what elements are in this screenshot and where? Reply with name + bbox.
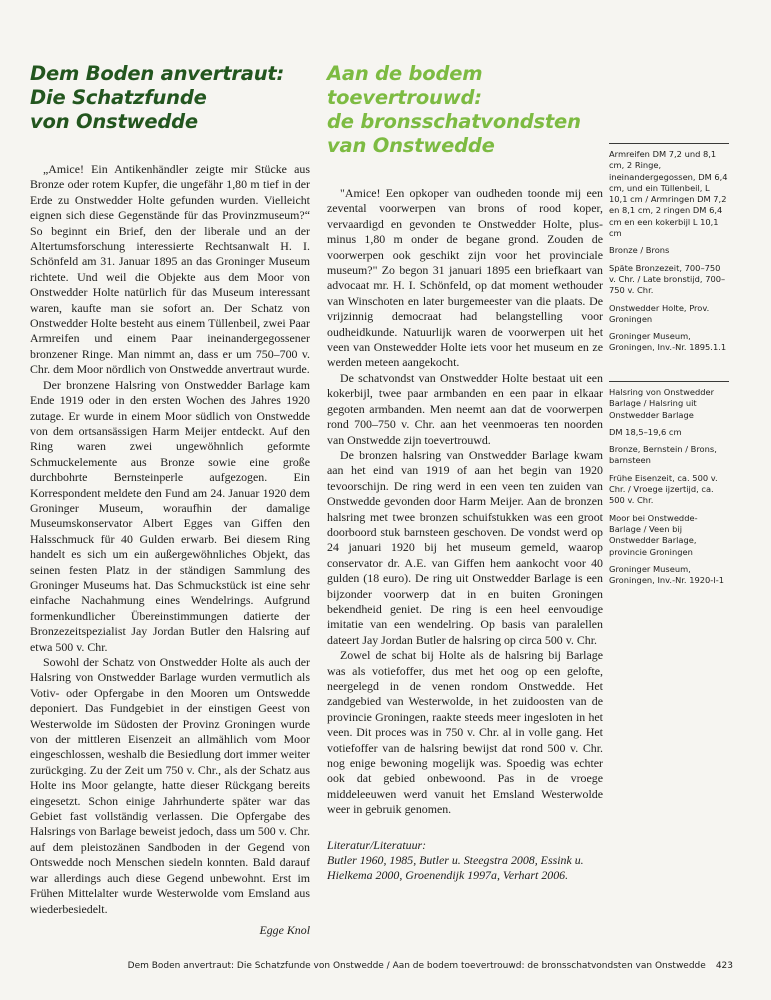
caption-divider [609, 381, 729, 382]
german-title [30, 62, 310, 134]
footer-running-title: Dem Boden anvertraut: Die Schatzfunde von Onstwedde / Aan de bodem toevertrouwd: de bronsschatvondsten van Onstwedde [127, 961, 706, 971]
object-caption-neckring [609, 381, 729, 592]
caption-findspot: Moor bei Onstwedde-Barlage / Veen bij Onstwedder Barlage, provincie Groningen [609, 512, 698, 557]
literature-block [327, 838, 603, 884]
caption-date: Späte Bronzezeit, 700–750 v. Chr. / Late bronstijd, 700–750 v. Chr. [609, 262, 726, 296]
author-signature: Egge Knol [259, 922, 310, 937]
running-footer [0, 960, 733, 972]
dutch-title [327, 62, 603, 158]
caption-date: Frühe Eisenzeit, ca. 500 v. Chr. / Vroege ijzertijd, ca. 500 v. Chr. [609, 472, 718, 506]
german-paragraph-2: Der bronzene Halsring von Onstwedder Barlage kam Ende 1919 oder in den ersten Wochen des Jahres 1920 zutage. Er wurde in einem Moor südlich von Onstwedde von dem ortsansässigen Harm Meijer entdeckt. Auf den Ring waren zwei ungewöhnlich geformte Schmuckelemente aus Bronze sowie eine große durchbohrte Bernsteinperle aufgezogen. Ein Korrespondent meldete den Fund am 24. Januar 1920 dem Groninger Museum, woraufhin der damalige Museumskonservator Albert Egges van Giffen den Halsschmuck für 40 Gulden erwarb. Bei diesem Ring handelt es sich um ein außergewöhnliches Objekt, das seinen festen Platz in der ständigen Sammlung des Groninger Museums hat. Das Schmuckstück ist eine sehr einfache Nachahmung eines Wendelrings. Aufgrund formenkundlicher Übereinstimmungen datierte der Bronzezeitspezialist Jay Jordan Butler den Halsring auf etwa 500 v. Chr. [30, 377, 310, 654]
page-number: 423 [715, 961, 733, 971]
dutch-title-line-3: van Onstwedde [327, 134, 495, 157]
dutch-paragraph-3: De bronzen halsring van Onstwedder Barlage kwam aan het eind van 1919 of aan het begin van 1920 tevoorschijn. De ring werd in een veen ten zuiden van Onstwedde gevonden door Harm Meijer. Aan de bronzen halsring met twee bronzen schuifstukken was een groot doorboord stuk barnsteen geschoven. De vondst werd op 24 januari 1920 bij het museum gemeld, waarop conservator dr. A.E. van Giffen hem aankocht voor 40 gulden (18 euro). De ring uit Onstwedder Barlage is een bijzonder voorwerp dat in en buiten Groningen bekendheid geniet. De ring is een heel eenvoudige imitatie van een wendelring. Op basis van paralellen dateert Jay Jordan Butler de halsring op circa 500 v. Chr. [327, 447, 603, 647]
dutch-paragraph-1: "Amice! Een opkoper van oudheden toonde mij een zevental voorwerpen van brons of rood koper, vervaardigd en gevonden te Onstwedder Holte, plus-minus 1,80 m onder de begane grond. Zouden de voorwerpen ook geschikt zijn voor het provinciale museum?" Zo begon 31 januari 1895 een briefkaart van advocaat mr. H. I. Schönfeld, op dat moment wethouder van Winschoten en later burgemeester van die plaats. De vrijzinnig democraat had belangstelling voor oudheidkunde. Natuurlijk waren de voorwerpen uit het veen van Onstewedder Holte iets voor het museum en ze werden meteen aangekocht. [327, 186, 603, 370]
german-column [30, 52, 310, 938]
object-caption-hoard [609, 143, 729, 360]
german-title-line-2: Die Schatzfunde [30, 86, 207, 109]
caption-divider [609, 143, 729, 144]
literature-heading: Literatur/Literatuur: [327, 837, 427, 852]
caption-collection: Groninger Museum, Groningen, Inv.-Nr. 1920-I-1 [609, 563, 725, 586]
caption-material: Bronze / Brons [609, 245, 670, 256]
caption-dimensions: Armreifen DM 7,2 und 8,1 cm, 2 Ringe, ineinandergegossen, DM 6,4 cm, und ein Tüllenbeil, L 10,1 cm / Armringen DM 7,2 en 8,1 cm, 2 ringen DM 6,4 cm en een kokerbijl L 10,1 cm [609, 149, 728, 239]
dutch-paragraph-2: De schatvondst van Onstwedder Holte bestaat uit een kokerbijl, twee paar armbanden en een paar in elkaar gegoten armbanden. Men neemt aan dat de voorwerpen rond 700–750 v. Chr. aan het veenmoeras ten noorden van Onstwedde zijn toevertrouwd. [327, 370, 603, 447]
german-paragraph-1: „Amice! Ein Antikenhändler zeigte mir Stücke aus Bronze oder rotem Kupfer, die ungefähr 1,80 m tief in der Erde zu Onstwedder Holte gefunden wurden. Vielleicht eignen sich diese Gegenstände für das Provinzmuseum?“ So beginnt ein Brief, den der liberale und an der Altertumsforschung interessierte Rechtsanwalt H. I. Schönfeld am 31. Januar 1895 an das Groninger Museum richtete. Und weil die Objekte aus dem Moor von Onstwedder Holte natürlich für das Museum interessant waren, kaufte man sie sofort an. Der Schatz von Onstwedder Holte besteht aus einem Tüllenbeil, zwei Paar Armreifen und einem Paar ineinandergegossener bronzener Ringe. Man nimmt an, dass er um 750–700 v. Chr. dem Moor nördlich von Onstwedde anvertraut wurde. [30, 162, 310, 377]
german-paragraph-3: Sowohl der Schatz von Onstwedder Holte als auch der Halsring von Onstwedder Barlage wurden vermutlich als Votiv- oder Opfergabe in den Mooren um Ontswedde deponiert. Das Fundgebiet in der einstigen Geest von Westerwolde im Südosten der Provinz Groningen wurde von der mittleren Eisenzeit an allmählich vom Moor eingeschlossen, weshalb die Besiedlung dort immer weiter zurückging. Zu der Zeit um 750 v. Chr., als der Schatz aus Holte ins Moor gelangte, hatte dieser Rückgang bereits eingesetzt. Schon einige Jahrhunderte später war das Gebiet fast vollständig verlassen. Die Opfergabe des Halsrings von Barlage beweist jedoch, dass um 500 v. Chr. auf dem pleistozänen Sandboden in der Gegend von Ontswedde noch Menschen siedeln konnten. Bald darauf war allerdings auch diese Gegend unbewohnt. Erst im Frühen Mittelalter wurde Westerwolde vom Emsland aus wiederbesiedelt. [30, 655, 310, 916]
dutch-title-line-2: de bronsschatvondsten [327, 110, 581, 133]
caption-dimensions: DM 18,5–19,6 cm [609, 426, 682, 437]
caption-object: Halsring von Onstwedder Barlage / Halsring uit Onstwedder Barlage [609, 387, 715, 420]
caption-findspot: Onstwedder Holte, Prov. Groningen [609, 302, 710, 324]
literature-references: Butler 1960, 1985, Butler u. Steegstra 2008, Essink u. Hielkema 2000, Groenendijk 1997a, Verhart 2006. [327, 853, 584, 883]
german-title-line-1: Dem Boden anvertraut: [30, 62, 285, 85]
dutch-paragraph-4: Zowel de schat bij Holte als de halsring bij Barlage was als votiefoffer, dus met het oog op een gelofte, neergelegd in de venen rondom Onstwedde. Het zandgebied van Westerwolde, in het zuidoosten van de provincie Groningen, raakte steeds meer ingesloten in het veen. Dit proces was in 750 v. Chr. al in volle gang. Het votiefoffer van de halsring bewijst dat rond 500 v. Chr. nog enige bewoning mogelijk was. Spoedig was echter ook dat gebied onbewoond. Pas in de vroege middeleeuwen werd vanuit het Emsland Westerwolde weer in gebruik genomen. [327, 648, 603, 817]
dutch-column [327, 52, 603, 884]
caption-material: Bronze, Bernstein / Brons, barnsteen [609, 444, 717, 466]
dutch-title-line-1: Aan de bodem toevertrouwd: [327, 62, 483, 109]
caption-collection: Groninger Museum, Groningen, Inv.-Nr. 1895.1.1 [609, 331, 727, 353]
german-title-line-3: von Onstwedde [30, 110, 198, 133]
